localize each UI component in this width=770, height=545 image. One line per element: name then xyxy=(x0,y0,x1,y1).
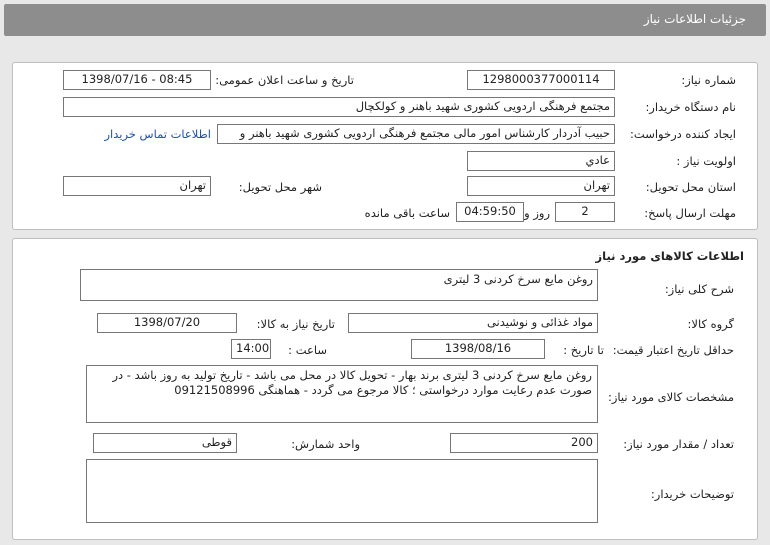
days-word-label: روز و xyxy=(524,206,550,220)
buyer-notes-field[interactable] xyxy=(86,459,598,523)
need-date-label: تاریخ نیاز به کالا: xyxy=(256,317,335,331)
goods-specs-label: مشخصات کالای مورد نیاز: xyxy=(607,390,734,404)
need-number-label: شماره نیاز: xyxy=(681,73,736,87)
priority-field[interactable]: عادي xyxy=(467,151,615,171)
need-number-field[interactable]: 1298000377000114 xyxy=(467,70,615,90)
quantity-field[interactable]: 200 xyxy=(450,433,598,453)
goods-group-label: گروه کالا: xyxy=(687,317,734,331)
until-date-label: تا تاریخ : xyxy=(563,343,604,357)
overall-description-label: شرح کلی نیاز: xyxy=(664,282,734,296)
delivery-province-label: استان محل تحویل: xyxy=(645,180,736,194)
delivery-city-label: شهر محل تحویل: xyxy=(238,180,322,194)
remaining-time-field[interactable]: 04:59:50 xyxy=(456,202,524,222)
announce-date-label: تاریخ و ساعت اعلان عمومی: xyxy=(215,73,354,87)
quantity-label: تعداد / مقدار مورد نیاز: xyxy=(623,437,734,451)
request-creator-field[interactable]: حبیب آدردار کارشناس امور مالی مجتمع فرهنگی اردویی کشوری شهید باهنر و xyxy=(217,124,615,144)
priority-label: اولویت نیاز : xyxy=(676,154,736,168)
unit-label: واحد شمارش: xyxy=(291,437,360,451)
announce-date-field[interactable]: 1398/07/16 - 08:45 xyxy=(63,70,211,90)
validity-hour-label: ساعت : xyxy=(288,343,327,357)
goods-specs-field[interactable]: روغن مایع سرخ کردنی 3 لیتری برند بهار - تحویل کالا در محل می باشد - تاریخ تولید به روز باشد - در صورت عدم رعایت موارد درخواستی ؛ کالا مرجوع می گردد - هماهنگی 09121508996 xyxy=(86,365,598,423)
remaining-hours-label: ساعت باقی مانده xyxy=(364,206,450,220)
price-validity-label: حداقل تاریخ اعتبار قیمت: xyxy=(612,343,734,357)
until-date-field[interactable]: 1398/08/16 xyxy=(411,339,545,359)
buyer-contact-link[interactable]: اطلاعات تماس خریدار xyxy=(104,127,211,141)
title-bar xyxy=(4,4,766,36)
validity-hour-field[interactable]: 14:00 xyxy=(231,339,271,359)
buyer-notes-label: توضیحات خریدار: xyxy=(650,487,734,501)
goods-section-title: اطلاعات کالاهای مورد نیاز xyxy=(595,249,744,263)
days-field[interactable]: 2 xyxy=(555,202,615,222)
buyer-name-field[interactable]: مجتمع فرهنگی اردویی کشوری شهید باهنر و کولکچال xyxy=(63,97,615,117)
need-date-field[interactable]: 1398/07/20 xyxy=(97,313,237,333)
overall-description-field[interactable]: روغن مایع سرخ کردنی 3 لیتری xyxy=(80,269,598,301)
goods-group-field[interactable]: مواد غذائی و نوشیدنی xyxy=(348,313,598,333)
delivery-province-field[interactable]: تهران xyxy=(467,176,615,196)
delivery-city-field[interactable]: تهران xyxy=(63,176,211,196)
page-title: جزئیات اطلاعات نیاز xyxy=(643,12,746,26)
response-deadline-label: مهلت ارسال پاسخ: xyxy=(644,206,736,220)
buyer-name-label: نام دستگاه خریدار: xyxy=(645,100,736,114)
unit-field[interactable]: قوطی xyxy=(93,433,237,453)
request-creator-label: ایجاد کننده درخواست: xyxy=(630,127,736,141)
